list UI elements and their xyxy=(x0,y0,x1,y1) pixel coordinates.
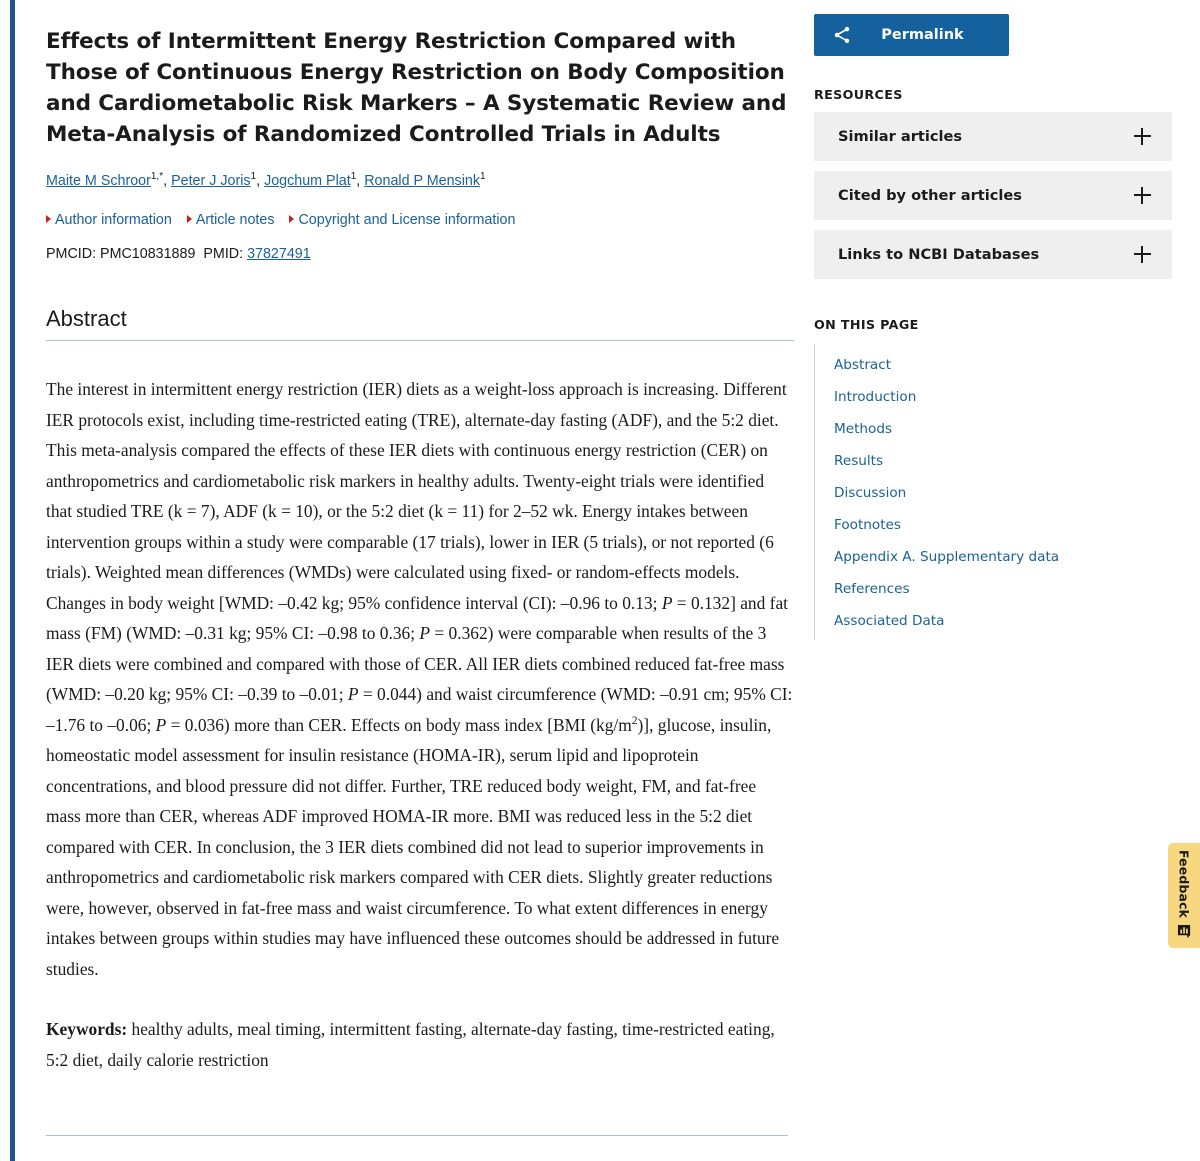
triangle-right-icon xyxy=(46,215,51,223)
author-separator: , xyxy=(256,173,261,189)
author-affiliation-marker: 1 xyxy=(350,171,357,183)
toc-item-references[interactable]: References xyxy=(834,581,910,597)
copyright-license-link[interactable]: Copyright and License information xyxy=(289,210,515,230)
article-meta-links xyxy=(46,210,794,230)
right-sidebar xyxy=(814,0,1172,640)
article-notes-link[interactable]: Article notes xyxy=(187,210,275,230)
author-affiliation-marker: 1 xyxy=(479,171,486,183)
permalink-button-label: Permalink xyxy=(881,27,964,43)
toc-item-results[interactable]: Results xyxy=(834,453,884,469)
abstract-text-segment: = 0.036) more than CER. Effects on body mass index [BMI (kg/m xyxy=(166,714,632,735)
keywords-value: healthy adults, meal timing, intermittent fasting, alternate-day fasting, time-restricted eating, 5:2 diet, daily calorie restriction xyxy=(46,1019,775,1070)
on-this-page-heading: ON THIS PAGE xyxy=(814,317,919,332)
accordion-links-to-ncbi-databases[interactable] xyxy=(814,230,1172,279)
abstract-text-segment: = 0.362) were comparable when results of the 3 IER diets were combined and compared with those of CER. All IER diets combined reduced fat-free mass (WMD: –0.20 kg; 95% CI: –0.39 to –0.01; xyxy=(46,623,785,704)
superscript-two: 2 xyxy=(631,714,638,727)
author-link[interactable]: Maite M Schroor xyxy=(46,173,151,189)
abstract-paragraph xyxy=(46,374,794,984)
permalink-button[interactable] xyxy=(814,14,1009,56)
author-separator: , xyxy=(163,173,168,189)
p-value-italic: P xyxy=(347,684,359,704)
accordion-similar-articles[interactable] xyxy=(814,112,1172,161)
pmcid-value: PMC10831889 xyxy=(100,246,196,262)
triangle-right-icon xyxy=(289,215,294,223)
author-link[interactable]: Jogchum Plat xyxy=(264,173,351,189)
author-information-link[interactable]: Author information xyxy=(46,210,172,230)
author-list xyxy=(46,171,794,191)
author-link[interactable]: Ronald P Mensink xyxy=(364,173,480,189)
keywords-label: Keywords: xyxy=(46,1019,128,1039)
plus-icon xyxy=(1134,187,1151,204)
p-value-italic: P xyxy=(419,623,431,643)
triangle-right-icon xyxy=(187,215,192,223)
plus-icon xyxy=(1134,246,1151,263)
feedback-tab[interactable] xyxy=(1168,843,1200,948)
p-value-italic: P xyxy=(155,714,167,735)
accordion-label: Similar articles xyxy=(838,128,963,145)
author-link[interactable]: Peter J Joris xyxy=(171,173,251,189)
toc-item-introduction[interactable]: Introduction xyxy=(834,389,917,405)
accordion-label: Cited by other articles xyxy=(838,187,1022,204)
toc-item-footnotes[interactable]: Footnotes xyxy=(834,517,902,533)
author-affiliation-marker: 1,* xyxy=(150,171,164,183)
pmid-link[interactable]: 37827491 xyxy=(247,246,311,262)
feedback-tab-label: Feedback xyxy=(1176,850,1192,919)
section-divider xyxy=(46,1135,788,1136)
share-icon xyxy=(832,25,852,45)
toc-item-appendix-a[interactable]: Appendix A. Supplementary data xyxy=(834,549,1060,565)
toc-item-discussion[interactable]: Discussion xyxy=(834,485,907,501)
feedback-chart-icon xyxy=(1177,924,1192,939)
abstract-section xyxy=(46,306,794,341)
pmid-label: PMID: xyxy=(203,246,244,262)
pmcid-label: PMCID: xyxy=(46,246,97,262)
toc-item-associated-data[interactable]: Associated Data xyxy=(834,613,945,629)
on-this-page-nav xyxy=(814,344,1172,640)
accordion-cited-by-other-articles[interactable] xyxy=(814,171,1172,220)
resources-heading: RESOURCES xyxy=(814,87,903,102)
abstract-text-segment: = 0.132] and fat mass (FM) (WMD: –0.31 kg; 95% CI: –0.98 to 0.36; xyxy=(46,592,789,643)
author-separator: , xyxy=(356,173,361,189)
article-identifiers xyxy=(46,244,794,264)
accordion-label: Links to NCBI Databases xyxy=(838,246,1040,263)
article-main-column xyxy=(46,0,794,1075)
abstract-heading: Abstract xyxy=(46,306,794,341)
page-title: Effects of Intermittent Energy Restriction Compared with Those of Continuous Energy Restriction on Body Composition and Cardiometabolic Risk Markers – A Systematic Review and Meta-Analysis of Randomized Controlled Trials in Adults xyxy=(46,29,787,147)
p-value-italic: P xyxy=(661,592,673,613)
left-page-rail xyxy=(10,0,15,1161)
toc-item-methods[interactable]: Methods xyxy=(834,421,893,437)
author-affiliation-marker: 1 xyxy=(250,171,257,183)
abstract-text-segment: )], glucose, insulin, homeostatic model assessment for insulin resistance (HOMA-IR), serum lipid and lipoprotein concentrations, and blood pressure did not differ. Further, TRE reduced body weight, FM, and fat-free mass more than CER, whereas ADF improved HOMA-IR more. BMI was reduced less in the 5:2 diet compared with CER. In conclusion, the 3 IER diets combined did not lead to superior improvements in anthropometrics and cardiometabolic risk markers compared with CER diets. Slightly greater reductions were, however, observed in fat-free mass and waist circumference. To what extent differences in energy intakes between groups within studies may have influenced these outcomes should be addressed in future studies. xyxy=(46,714,780,979)
abstract-text-segment: The interest in intermittent energy restriction (IER) diets as a weight-loss approach is increasing. Different IER protocols exist, including time-restricted eating (TRE), alternate-day fasting (ADF), and the 5:2 diet. This meta-analysis compared the effects of these IER diets with continuous energy restriction (CER) on anthropometrics and cardiometabolic risk markers in healthy adults. Twenty-eight trials were identified that studied TRE (k = 7), ADF (k = 10), or the 5:2 diet (k = 11) for 2–52 wk. Energy intakes between intervention groups within a study were comparable (17 trials), lower in IER (5 trials), or not reported (6 trials). Weighted mean differences (WMDs) were calculated using fixed- or random-effects models. Changes in body weight [WMD: –0.42 kg; 95% confidence interval (CI): –0.96 to 0.13; xyxy=(46,379,787,613)
keywords-paragraph xyxy=(46,1014,794,1075)
toc-item-abstract[interactable]: Abstract xyxy=(834,357,892,373)
plus-icon xyxy=(1134,128,1151,145)
abstract-text-segment: = 0.044) and waist circumference (WMD: –0.91 cm; 95% CI: –1.76 to –0.06; xyxy=(46,684,793,735)
